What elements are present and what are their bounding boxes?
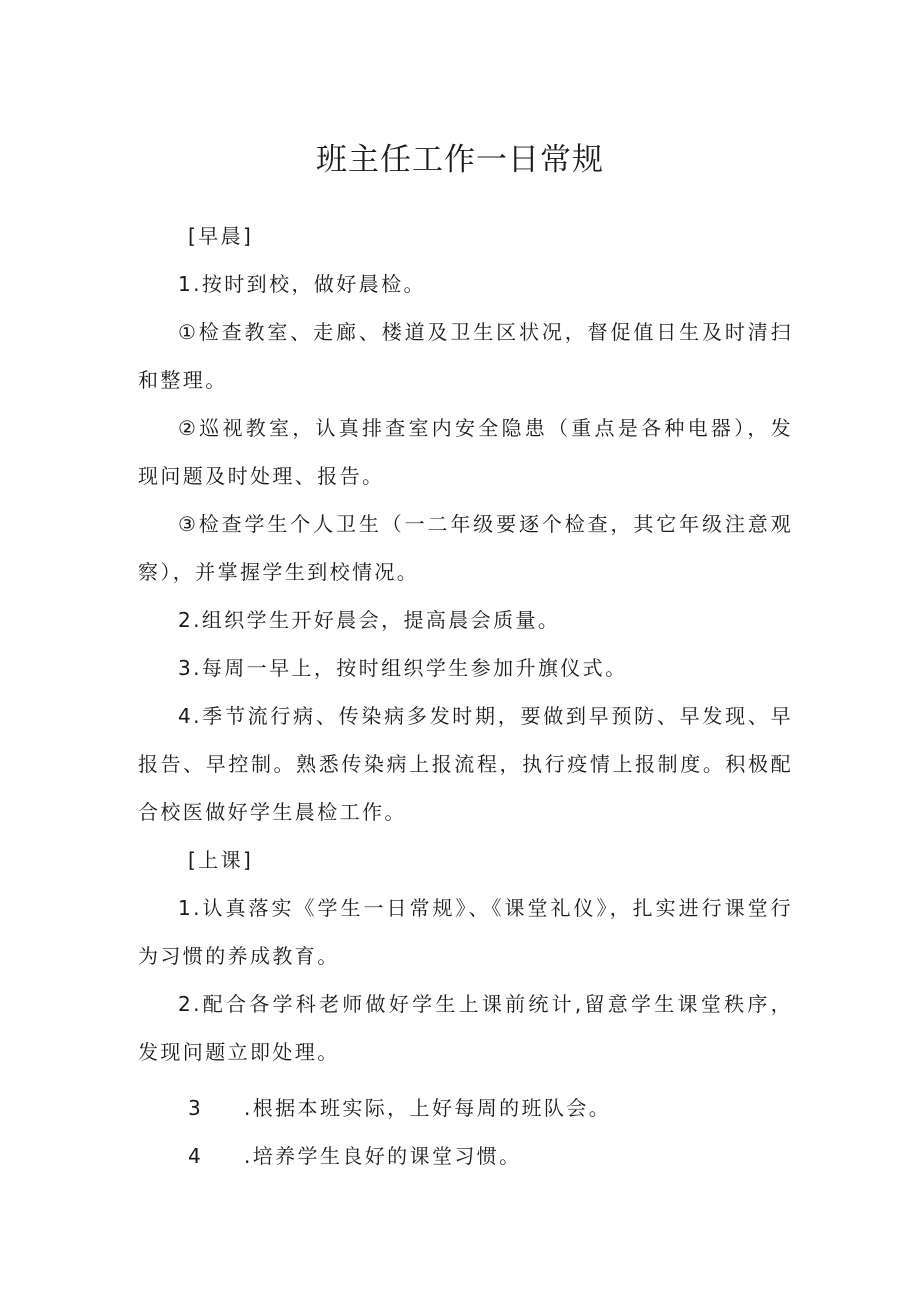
morning-paragraph-3: ②巡视教室，认真排查室内安全隐患（重点是各种电器），发现问题及时处理、报告。 [138,416,793,488]
document-body [138,212,793,1180]
class-paragraph-1: 1.认真落实《学生一日常规》、《课堂礼仪》，扎实进行课堂行为习惯的养成教育。 [138,896,793,968]
morning-paragraph-1: 1.按时到校，做好晨检。 [178,272,426,296]
class-paragraph-2: 2.配合各学科老师做好学生上课前统计,留意学生课堂秩序，发现问题立即处理。 [138,992,793,1064]
morning-paragraph-6: 3.每周一早上，按时组织学生参加升旗仪式。 [178,656,628,680]
class-numbered-item-4 [138,1132,793,1180]
class-numbered-item-3 [138,1084,793,1132]
item-number: 4 [188,1144,204,1168]
morning-paragraph-7: 4.季节流行病、传染病多发时期，要做到早预防、早发现、早报告、早控制。熟悉传染病上报流程，执行疫情上报制度。积极配合校医做好学生晨检工作。 [138,704,793,824]
item-text: .根据本班实际，上好每周的班队会。 [244,1096,612,1120]
section-heading-class: [上课] [188,848,254,872]
document-title: 班主任工作一日常规 [316,142,604,178]
morning-paragraph-5: 2.组织学生开好晨会，提高晨会质量。 [178,608,561,632]
morning-paragraph-2: ①检查教室、走廊、楼道及卫生区状况，督促值日生及时清扫和整理。 [138,320,793,392]
section-heading-morning: [早晨] [188,224,254,248]
item-number: 3 [188,1096,204,1120]
item-text: .培养学生良好的课堂习惯。 [244,1144,522,1168]
morning-paragraph-4: ③检查学生个人卫生（一二年级要逐个检查，其它年级注意观察），并掌握学生到校情况。 [138,512,793,584]
